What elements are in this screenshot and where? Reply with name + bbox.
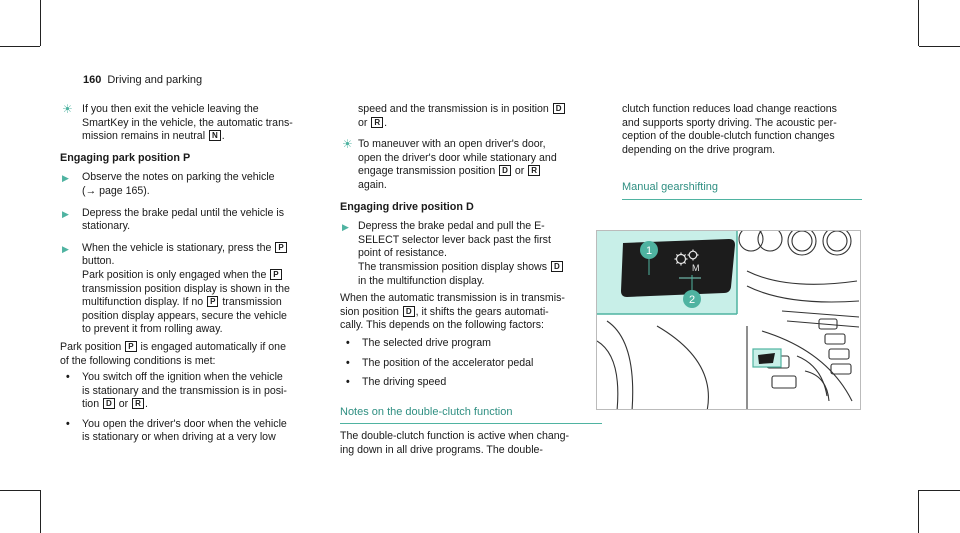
drive-symbol: D	[403, 306, 415, 317]
drive-symbol: D	[551, 261, 563, 272]
crop-mark	[0, 46, 40, 47]
section-heading: Engaging park position P	[60, 151, 191, 164]
text-line: mission remains in neutral	[82, 130, 206, 143]
crop-mark	[918, 0, 919, 46]
reverse-symbol: R	[528, 165, 540, 176]
reverse-symbol: R	[371, 117, 383, 128]
tip-icon: ☀	[342, 137, 353, 152]
paragraph: clutch function reduces load change reactions and supports sporty driving. The acoustic per- ception of the double-clutch function changes depending on the drive program.	[622, 103, 837, 156]
drive-symbol: D	[103, 398, 115, 409]
list-item: • The selected drive program	[346, 336, 491, 349]
bullet-icon: •	[66, 371, 70, 384]
paragraph: The double-clutch function is active when chang- ing down in all drive programs. The double-	[340, 430, 570, 456]
notes-heading: Notes on the double-clutch function	[340, 406, 602, 425]
text-line: If you then exit the vehicle leaving the	[82, 103, 259, 115]
crop-mark	[0, 490, 40, 491]
park-symbol: P	[207, 296, 218, 307]
tip-note: ☀ To maneuver with an open driver's door, open the driver's door while stationary and engage transmission position D or R again.	[342, 137, 557, 191]
crop-mark	[40, 490, 41, 533]
reverse-symbol: R	[132, 398, 144, 409]
park-symbol: P	[125, 341, 136, 352]
crop-mark	[40, 0, 41, 46]
bullet-icon: •	[346, 376, 350, 389]
manual-gearshifting-heading: Manual gearshifting	[622, 181, 862, 200]
crop-mark	[918, 490, 919, 533]
page-number: 160	[83, 74, 102, 86]
step-item: ▶ Depress the brake pedal and pull the E- SELECT selector lever back past the first point of resistance. The transmission position display shows D in the multifunction display.	[340, 220, 602, 288]
list-item: • The position of the accelerator pedal	[346, 356, 534, 369]
paragraph: speed and the transmission is in position D or R .	[340, 103, 602, 130]
bullet-icon: •	[346, 336, 350, 349]
steering-wheel-paddle-figure	[596, 230, 861, 410]
column-2	[340, 103, 602, 457]
paragraph: Park position P is engaged automatically if one of the following conditions is met:	[60, 340, 286, 367]
step-item: ▶ When the vehicle is stationary, press the P button. Park position is only engaged when the P transmission position display is shown in the multifunction display. If no P transmission position display appears, secure the vehicle to prevent it from rolling away.	[62, 241, 290, 336]
callout-2-label: 2	[688, 294, 696, 306]
text-line: SmartKey in the vehicle, the automatic trans-	[82, 116, 293, 129]
column-1	[60, 103, 330, 451]
section-heading: Engaging drive position D	[340, 200, 474, 213]
crop-mark	[919, 46, 960, 47]
section-title: Driving and parking	[107, 74, 203, 86]
step-item: ▶ Observe the notes on parking the vehicle (→ page 165).	[62, 171, 275, 197]
bullet-icon: •	[66, 417, 70, 430]
list-item: • The driving speed	[346, 376, 447, 389]
drive-symbol: D	[553, 103, 565, 114]
column-3	[622, 103, 862, 204]
figure-illustration	[597, 231, 861, 410]
bullet-icon: •	[346, 356, 350, 369]
step-arrow-icon: ▶	[342, 222, 349, 233]
crop-mark	[919, 490, 960, 491]
park-symbol: P	[270, 269, 281, 280]
callout-1-label: 1	[645, 245, 653, 257]
list-item: • You switch off the ignition when the vehicle is stationary and the transmission is in posi- tion D or R .	[66, 371, 287, 411]
paddle-display	[621, 239, 735, 297]
park-symbol: P	[275, 242, 286, 253]
tip-note: ☀ If you then exit the vehicle leaving the SmartKey in the vehicle, the automatic trans- mission remains in neutral N .	[62, 102, 293, 143]
list-item: • You open the driver's door when the vehicle is stationary or when driving at a very low	[66, 417, 287, 444]
step-arrow-icon: ▶	[62, 243, 69, 254]
paragraph: When the automatic transmission is in transmis- sion position D , it shifts the gears automati- cally. This depends on the following factors:	[340, 292, 565, 332]
step-arrow-icon: ▶	[62, 173, 69, 184]
page-header	[83, 74, 202, 88]
drive-symbol: D	[499, 165, 511, 176]
step-item: ▶ Depress the brake pedal until the vehicle is stationary.	[62, 206, 284, 233]
tip-icon: ☀	[62, 102, 73, 116]
step-arrow-icon: ▶	[62, 208, 69, 219]
neutral-symbol: N	[209, 130, 221, 141]
manual-mode-label: M	[692, 263, 700, 273]
